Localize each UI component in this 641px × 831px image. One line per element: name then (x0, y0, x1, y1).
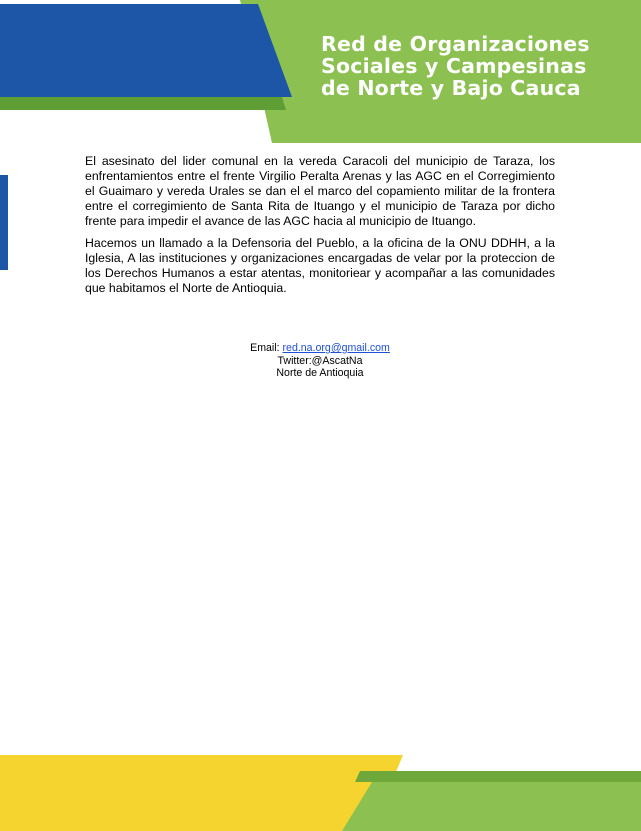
footer-dark-green-strip (355, 771, 641, 782)
statement-body (85, 154, 555, 303)
header-dark-green-strip (0, 97, 286, 110)
footer-decoration (0, 741, 641, 831)
organization-title (321, 33, 621, 99)
email-line (170, 342, 470, 355)
email-label: Email: (250, 342, 283, 354)
paragraph-1: El asesinato del lider comunal en la vereda Caracoli del municipio de Taraza, los enfrentamientos entre el frente Virgilio Peralta Arenas y las AGC en el Corregimiento el Guaimaro y vereda Urales se dan el el marco del copamiento militar de la frontera entre el corregimiento de Santa Rita de Ituango y el municipio de Taraza por dicho frente para impedir el avance de las AGC hacia al municipio de Ituango. (85, 154, 555, 228)
footer-green-band (342, 782, 641, 831)
contact-block (170, 342, 470, 380)
header-blue-band (0, 4, 292, 97)
title-line-1: Red de Organizaciones (321, 32, 590, 56)
twitter-handle: Twitter:@AscatNa (277, 354, 363, 367)
email-link[interactable]: red.na.org@gmail.com (282, 342, 390, 354)
footer-yellow-band (0, 755, 403, 831)
left-blue-marker (0, 175, 8, 270)
title-line-2: Sociales y Campesinas (321, 54, 587, 78)
region-label: Norte de Antioquia (276, 367, 364, 379)
title-line-3: de Norte y Bajo Cauca (321, 76, 581, 100)
paragraph-2: Hacemos un llamado a la Defensoria del Pueblo, a la oficina de la ONU DDHH, a la Iglesia, A las instituciones y organizaciones encargadas de velar por la proteccion de los Derechos Humanos a estar atentas, monitoriear y acompañar a las comunidades que habitamos el Norte de Antioquia. (85, 236, 555, 295)
